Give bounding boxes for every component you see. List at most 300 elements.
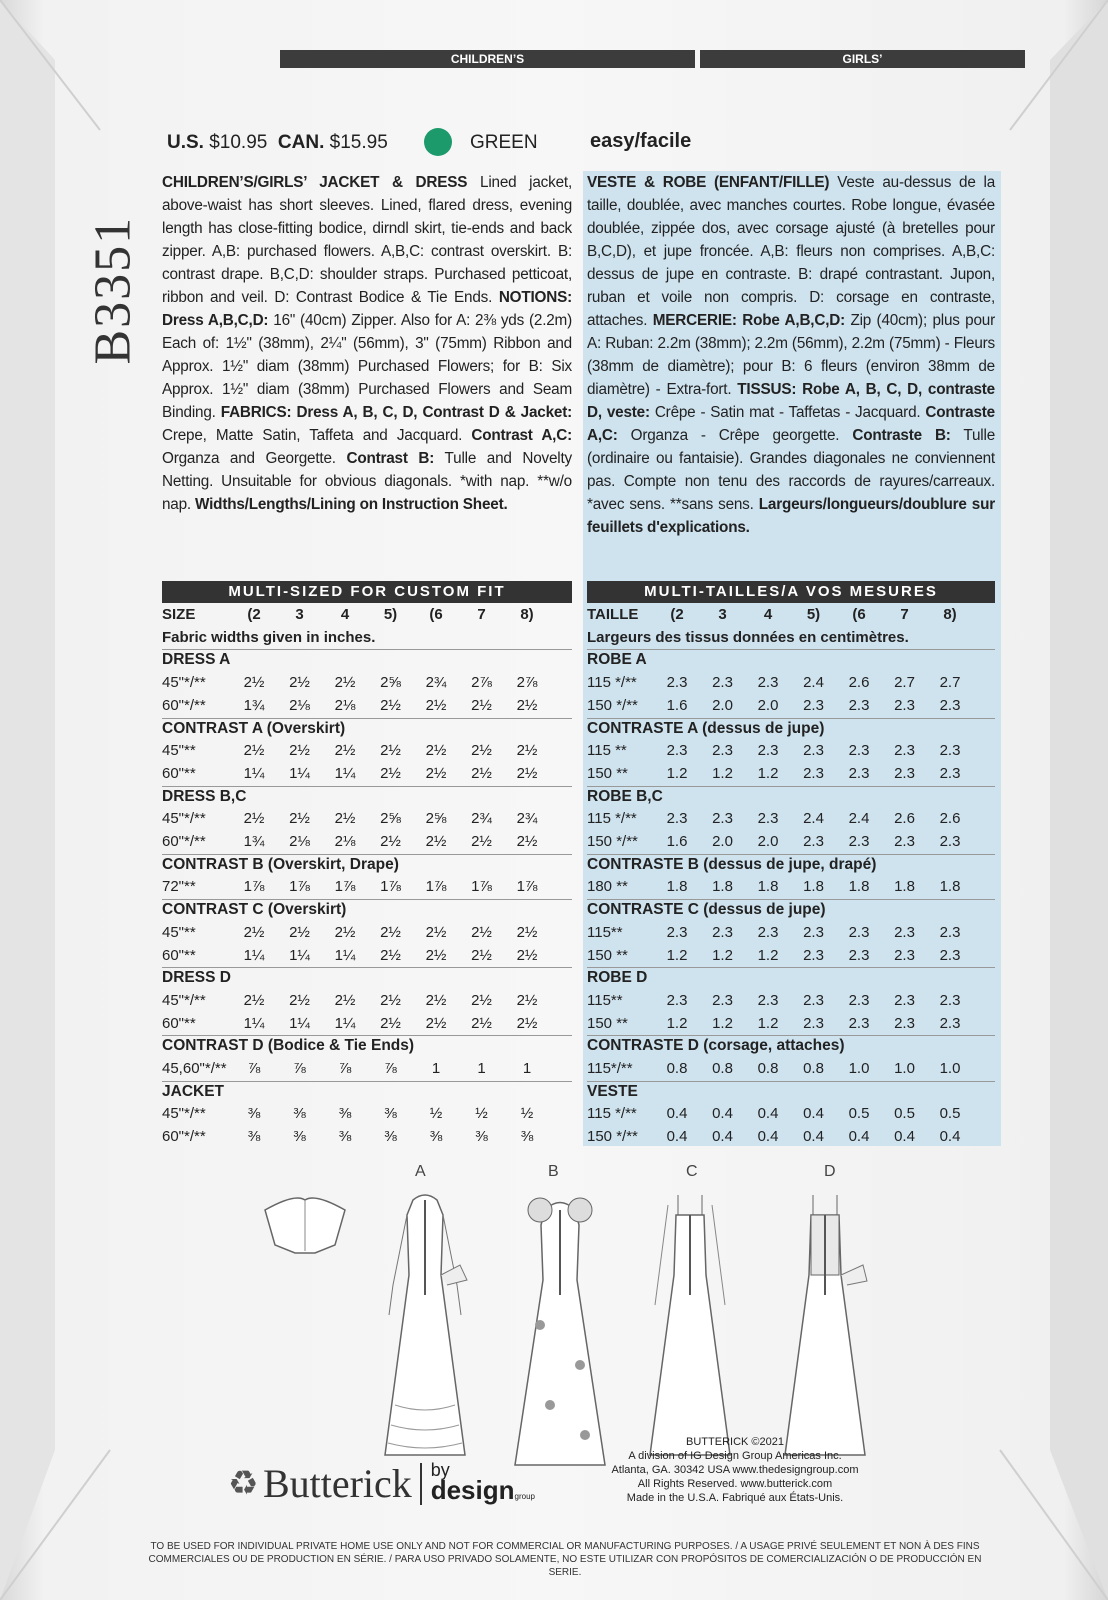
- table-cell: 1.2: [712, 946, 733, 964]
- row-label: 115**: [587, 923, 623, 941]
- row-label: 115**: [587, 991, 623, 1009]
- table-cell: 2.3: [666, 742, 688, 760]
- table-cell: ⅜: [293, 1105, 306, 1123]
- price-line: U.S. $10.95 CAN. $15.95: [167, 132, 388, 153]
- size-cell: 7: [900, 606, 909, 623]
- table-cell: 2½: [243, 991, 265, 1009]
- table-cell: ⅞: [293, 1060, 306, 1077]
- table-cell: 2½: [471, 764, 492, 782]
- table-cell: 2.4: [803, 810, 824, 828]
- table-cell: 1.8: [712, 878, 733, 896]
- table-cell: 1.2: [712, 764, 733, 782]
- table-cell: 2¾: [425, 674, 447, 692]
- table-header-french: MULTI-TAILLES/A VOS MESURES: [587, 581, 995, 603]
- butterick-logo: ♻ Butterick by designgroup: [228, 1460, 535, 1506]
- table-cell: 2.7: [894, 674, 915, 692]
- size-cell: 8): [520, 606, 534, 623]
- table-cell: 2.0: [712, 833, 733, 850]
- section-heading: CONTRAST A (Overskirt): [162, 719, 346, 737]
- row-label: 150 **: [587, 764, 628, 782]
- table-cell: 2.3: [803, 991, 824, 1009]
- table-cell: 1.2: [666, 764, 688, 782]
- table-cell: 1⅞: [334, 878, 356, 896]
- size-cell: 4: [340, 606, 350, 623]
- size-cell: 5): [806, 606, 821, 623]
- table-row: [587, 990, 995, 1012]
- table-cell: 2.3: [848, 764, 870, 782]
- table-cell: 2.3: [757, 923, 779, 941]
- row-label: 60"*/**: [162, 696, 206, 714]
- table-cell: 2½: [334, 991, 356, 1009]
- size-row: [162, 604, 572, 626]
- table-row: [587, 672, 995, 694]
- table-row: [162, 945, 572, 967]
- table-cell: 2½: [516, 696, 538, 714]
- table-cell: 1.2: [757, 1014, 779, 1032]
- table-cell: 2½: [425, 923, 447, 941]
- table-cell: 2½: [471, 946, 492, 964]
- table-cell: 2½: [334, 923, 356, 941]
- category-bar-girls: GIRLS’: [700, 50, 1025, 68]
- table-row: [162, 1013, 572, 1035]
- table-cell: 1¼: [334, 1014, 356, 1032]
- table-row: [162, 990, 572, 1012]
- table-cell: 2½: [425, 946, 447, 964]
- table-cell: 2.0: [757, 696, 779, 714]
- table-cell: 2.3: [894, 923, 915, 941]
- table-cell: 2⅝: [425, 810, 447, 828]
- table-cell: 2.3: [848, 923, 870, 941]
- table-row: [587, 945, 995, 967]
- table-cell: 2½: [380, 1014, 401, 1032]
- table-cell: 0.4: [894, 1128, 915, 1146]
- table-cell: 2⅞: [471, 674, 492, 692]
- table-cell: 2.3: [939, 946, 961, 964]
- row-label: 115 */**: [587, 810, 637, 828]
- row-label: 150 */**: [587, 833, 638, 850]
- table-cell: 2.3: [712, 810, 733, 828]
- row-label: 115*/**: [587, 1060, 633, 1077]
- section-rule: [587, 1081, 995, 1082]
- table-header-english: MULTI-SIZED FOR CUSTOM FIT: [162, 581, 572, 603]
- table-cell: ⅜: [475, 1128, 488, 1146]
- table-cell: 2½: [289, 810, 310, 828]
- table-cell: 2⅝: [380, 674, 401, 692]
- category-bar-childrens: CHILDREN’S: [280, 50, 695, 68]
- row-label: 115 */**: [587, 674, 637, 692]
- table-cell: 2.3: [712, 742, 733, 760]
- row-label: 60"**: [162, 946, 196, 964]
- table-cell: 1.6: [666, 696, 688, 714]
- row-label: 115 **: [587, 742, 627, 760]
- table-cell: 2.3: [894, 764, 915, 782]
- table-cell: 2.6: [894, 810, 915, 828]
- row-label: 60"**: [162, 764, 196, 782]
- table-cell: 2½: [425, 742, 447, 760]
- table-cell: 1: [431, 1060, 441, 1077]
- table-cell: 2½: [516, 742, 538, 760]
- table-cell: 2½: [471, 742, 492, 760]
- table-cell: ⅜: [384, 1105, 397, 1123]
- table-cell: 2½: [471, 991, 492, 1009]
- table-row: [162, 763, 572, 785]
- table-cell: 2.3: [803, 696, 824, 714]
- table-cell: 2.3: [803, 833, 824, 850]
- table-cell: 2.3: [666, 810, 688, 828]
- table-cell: ⅞: [247, 1060, 261, 1077]
- dress-d-sketch: [775, 1185, 875, 1465]
- row-label: 60"*/**: [162, 833, 206, 850]
- table-cell: 0.8: [757, 1060, 779, 1077]
- table-cell: 2.6: [939, 810, 961, 828]
- table-cell: 1¼: [243, 764, 265, 782]
- row-label: 150 **: [587, 946, 628, 964]
- table-cell: 2.3: [712, 674, 733, 692]
- table-cell: 1.0: [939, 1060, 961, 1077]
- table-row: [162, 808, 572, 830]
- table-cell: 2.3: [757, 810, 779, 828]
- table-cell: 2.0: [757, 833, 779, 850]
- table-cell: ⅜: [247, 1128, 261, 1146]
- pattern-number: B3351: [84, 215, 142, 365]
- table-cell: ½: [475, 1105, 488, 1123]
- row-label: 45"*/**: [162, 1105, 206, 1123]
- table-cell: ⅜: [247, 1105, 261, 1123]
- section-heading: ROBE D: [587, 969, 648, 987]
- table-cell: 1.8: [803, 878, 824, 896]
- table-cell: 1.8: [666, 878, 688, 896]
- table-cell: 2.3: [894, 991, 915, 1009]
- table-cell: 1.2: [757, 946, 779, 964]
- table-cell: 2½: [243, 674, 265, 692]
- table-cell: 2.3: [939, 991, 961, 1009]
- table-cell: ⅞: [384, 1060, 397, 1077]
- table-cell: 2½: [334, 674, 356, 692]
- view-label-c: C: [686, 1163, 698, 1180]
- table-cell: 2.3: [939, 833, 961, 850]
- difficulty-level: easy/facile: [590, 130, 692, 152]
- table-cell: 2.3: [666, 923, 688, 941]
- table-cell: 0.4: [712, 1128, 733, 1146]
- table-cell: 2.3: [803, 946, 824, 964]
- size-label: SIZE: [162, 606, 196, 623]
- section-heading: JACKET: [162, 1082, 225, 1100]
- table-row: [162, 672, 572, 694]
- table-cell: ⅜: [293, 1128, 306, 1146]
- table-cell: 2.3: [757, 991, 779, 1009]
- table-cell: 1¼: [289, 1014, 310, 1032]
- table-cell: 2½: [516, 923, 538, 941]
- table-cell: 1.0: [848, 1060, 870, 1077]
- table-cell: 0.5: [894, 1105, 915, 1123]
- legal-notice: TO BE USED FOR INDIVIDUAL PRIVATE HOME USE ONLY AND NOT FOR COMMERCIAL OR MANUFACTURING PURPOSES. / A USAGE PRIVÉ SEULEMENT ET NON À DES FINS COMMERCIALES OU DE PRODUCTION EN SÉRIE. / PARA USO PRIVADO SOLAMENTE, NO ESTE UTILIZAR CON PROPÓSITOS DE COMERCIALIZACIÓN O DE PRODUCCIÓN EN SERIE.: [148, 1541, 982, 1578]
- table-cell: 2.3: [939, 696, 961, 714]
- size-cell: (6: [852, 606, 866, 623]
- table-cell: 2½: [516, 991, 538, 1009]
- dress-b-sketch: [505, 1185, 615, 1475]
- table-cell: 2.3: [939, 923, 961, 941]
- table-cell: 2½: [471, 923, 492, 941]
- table-cell: 2.3: [848, 833, 870, 850]
- size-cell: (2: [670, 606, 684, 623]
- view-label-b: B: [548, 1163, 559, 1180]
- table-cell: 0.4: [666, 1128, 688, 1146]
- table-cell: 0.8: [666, 1060, 688, 1077]
- table-cell: 2½: [516, 833, 538, 850]
- dress-c-sketch: [640, 1185, 740, 1465]
- table-cell: 2½: [516, 1014, 538, 1032]
- size-row: [587, 604, 995, 626]
- row-label: 60"*/**: [162, 1128, 206, 1146]
- table-row: [162, 1126, 572, 1148]
- section-heading: DRESS A: [162, 651, 231, 669]
- table-cell: 2½: [289, 923, 310, 941]
- table-cell: 1.2: [757, 764, 779, 782]
- table-cell: 0.4: [803, 1128, 824, 1146]
- size-cell: 7: [477, 606, 486, 623]
- table-cell: 1: [477, 1060, 486, 1077]
- table-cell: 2½: [380, 696, 401, 714]
- table-cell: 2⅛: [289, 833, 310, 850]
- table-cell: 2½: [471, 833, 492, 850]
- table-cell: 0.4: [757, 1105, 779, 1123]
- table-cell: 0.8: [803, 1060, 824, 1077]
- table-cell: 1⅞: [380, 878, 401, 896]
- yardage-table-french: [587, 604, 995, 1149]
- row-label: 150 */**: [587, 1128, 638, 1146]
- table-cell: ⅜: [338, 1105, 352, 1123]
- table-cell: 2½: [516, 946, 538, 964]
- table-cell: 2½: [243, 923, 265, 941]
- table-cell: ⅜: [429, 1128, 443, 1146]
- table-row: [587, 1103, 995, 1125]
- table-cell: 2.3: [757, 742, 779, 760]
- section-heading: DRESS B,C: [162, 787, 247, 805]
- table-row: [587, 763, 995, 785]
- table-cell: 1⅞: [471, 878, 492, 896]
- table-cell: 2.3: [803, 1014, 824, 1032]
- view-label-a: A: [415, 1163, 426, 1180]
- table-cell: 2½: [380, 991, 401, 1009]
- table-row: [587, 808, 995, 830]
- section-heading: CONTRASTE C (dessus de jupe): [587, 901, 826, 919]
- table-cell: 1.8: [848, 878, 870, 896]
- table-cell: 0.4: [757, 1128, 779, 1146]
- table-cell: 1¼: [243, 1014, 265, 1032]
- row-label: 150 **: [587, 1014, 628, 1032]
- table-cell: ⅜: [338, 1128, 352, 1146]
- table-cell: 2.3: [712, 991, 733, 1009]
- description-english: CHILDREN’S/GIRLS’ JACKET & DRESS Lined jacket, above-waist has short sleeves. Lined, flared dress, evening length has close-fitting bodice, dirndl skirt, tie-ends and back zipper. A,B: purchased flowers. A,B,C: contrast overskirt. B: contrast drape. B,C,D: shoulder straps. Purchased petticoat, ribbon and veil. D: Contrast Bodice & Tie Ends. NOTIONS: Dress A,B,C,D: 16" (40cm) Zipper. Also for A: 2⅜ yds (2.2m) Each of: 1½" (38mm), 2¼" (56mm), 3" (75mm) Ribbon and Approx. 1½" diam (38mm) Purchased Flowers; for B: Six Approx. 1½" diam (38mm) Purchased Flowers and Seam Binding. FABRICS: Dress A, B, C, D, Contrast D & Jacket: Crepe, Matte Satin, Taffeta and Jacquard. Contrast A,C: Organza and Georgette. Contrast B: Tulle and Novelty Netting. Unsuitable for obvious diagonals. *with nap. **w/o nap. Widths/Lengths/Lining on Instruction Sheet.: [162, 174, 572, 513]
- row-label: 72"**: [162, 878, 196, 896]
- table-cell: 2.3: [894, 833, 915, 850]
- table-cell: 2½: [289, 742, 310, 760]
- table-row: [162, 922, 572, 944]
- table-cell: 2.4: [848, 810, 870, 828]
- table-cell: 0.4: [939, 1128, 961, 1146]
- table-cell: 0.4: [712, 1105, 733, 1123]
- table-cell: 2.3: [666, 674, 688, 692]
- table-cell: 2½: [380, 742, 401, 760]
- table-row: [162, 695, 572, 717]
- table-cell: 1: [522, 1060, 532, 1077]
- row-label: 150 */**: [587, 696, 638, 714]
- table-row: [162, 1103, 572, 1125]
- table-cell: 2¾: [516, 810, 538, 828]
- table-cell: 2.3: [894, 742, 915, 760]
- table-cell: 2½: [425, 991, 447, 1009]
- table-cell: 2.3: [803, 742, 824, 760]
- size-cell: 8): [943, 606, 957, 623]
- section-heading: CONTRAST B (Overskirt, Drape): [162, 855, 399, 873]
- row-label: 60"**: [162, 1014, 196, 1032]
- table-cell: 2½: [471, 696, 492, 714]
- table-cell: 0.8: [712, 1060, 733, 1077]
- table-cell: 1.2: [666, 946, 688, 964]
- table-cell: 1⅞: [425, 878, 447, 896]
- width-note-text: Largeurs des tissus données en centimètres.: [587, 628, 909, 646]
- row-label: 45"**: [162, 923, 196, 941]
- table-cell: 2½: [425, 1014, 447, 1032]
- table-cell: 0.5: [848, 1105, 870, 1123]
- row-label: 45"*/**: [162, 810, 206, 828]
- row-label: 45"*/**: [162, 674, 206, 692]
- table-cell: 2½: [471, 1014, 492, 1032]
- table-cell: 2.3: [894, 1014, 915, 1032]
- table-cell: 1.2: [666, 1014, 688, 1032]
- size-cell: (2: [247, 606, 261, 623]
- table-cell: 0.5: [939, 1105, 961, 1123]
- table-cell: 1.8: [757, 878, 779, 896]
- table-cell: 2½: [380, 923, 401, 941]
- table-cell: 1.8: [894, 878, 915, 896]
- section-heading: VESTE: [587, 1082, 638, 1100]
- table-cell: 2½: [516, 764, 538, 782]
- table-cell: 2⅛: [289, 696, 310, 714]
- table-cell: 2½: [380, 764, 401, 782]
- table-cell: 2.3: [848, 1014, 870, 1032]
- table-cell: 2½: [425, 764, 447, 782]
- table-cell: 2⅛: [334, 833, 356, 850]
- table-cell: 2.3: [848, 991, 870, 1009]
- table-cell: 2½: [243, 810, 265, 828]
- table-cell: 2.3: [939, 742, 961, 760]
- table-cell: 2.3: [757, 674, 779, 692]
- row-label: 180 **: [587, 878, 628, 896]
- section-heading: ROBE A: [587, 651, 647, 669]
- table-cell: 2.3: [939, 1014, 961, 1032]
- section-rule: [587, 649, 995, 650]
- table-cell: 2.3: [894, 946, 915, 964]
- table-row: [587, 1013, 995, 1035]
- table-cell: 2½: [380, 833, 401, 850]
- table-row: [162, 1058, 572, 1080]
- row-label: 45,60"*/**: [162, 1060, 227, 1077]
- table-cell: ½: [429, 1105, 443, 1123]
- section-heading: ROBE B,C: [587, 787, 663, 805]
- table-cell: 2½: [243, 742, 265, 760]
- table-row: [587, 695, 995, 717]
- table-cell: ½: [520, 1105, 534, 1123]
- table-cell: 2.3: [939, 764, 961, 782]
- table-cell: ⅜: [520, 1128, 534, 1146]
- section-heading: CONTRAST D (Bodice & Tie Ends): [162, 1037, 415, 1055]
- table-row: [587, 740, 995, 762]
- table-cell: 2.3: [712, 923, 733, 941]
- table-cell: 1.8: [939, 878, 961, 896]
- table-row: [162, 831, 572, 853]
- table-cell: 1¼: [243, 946, 265, 964]
- dress-a-sketch: [375, 1185, 475, 1465]
- table-cell: 1¼: [289, 946, 310, 964]
- size-cell: 3: [295, 606, 304, 623]
- table-cell: 2.3: [666, 991, 688, 1009]
- table-cell: 1⅞: [243, 878, 265, 896]
- table-cell: 2.3: [803, 923, 824, 941]
- size-cell: 4: [763, 606, 773, 623]
- table-row: [587, 831, 995, 853]
- table-cell: 2½: [289, 991, 310, 1009]
- table-cell: 2.3: [848, 696, 870, 714]
- row-label: 45"*/**: [162, 991, 206, 1009]
- table-cell: 2½: [289, 674, 310, 692]
- table-cell: 1⅞: [289, 878, 310, 896]
- table-row: [587, 922, 995, 944]
- table-cell: 2½: [334, 742, 356, 760]
- table-cell: 1.2: [712, 1014, 733, 1032]
- table-row: [587, 876, 995, 898]
- width-note-text: Fabric widths given in inches.: [162, 628, 376, 646]
- corporate-info: BUTTERICK ©2021 A division of IG Design Group Americas Inc. Atlanta, GA. 30342 USA www.thedesigngroup.com All Rights Reserved. www.butterick.com Made in the U.S.A. Fabriqué aux États-Unis.: [611, 1436, 859, 1504]
- section-heading: DRESS D: [162, 969, 231, 987]
- table-cell: 2½: [334, 810, 356, 828]
- table-cell: 1⅞: [516, 878, 538, 896]
- table-cell: 1¼: [334, 764, 356, 782]
- row-label: 115 */**: [587, 1105, 637, 1123]
- table-row: [162, 876, 572, 898]
- table-cell: 0.4: [848, 1128, 870, 1146]
- view-label-d: D: [824, 1163, 836, 1180]
- table-cell: 2¾: [471, 810, 492, 828]
- table-cell: 2.3: [894, 696, 915, 714]
- size-cell: 3: [718, 606, 727, 623]
- recycle-icon: ♻: [228, 1464, 259, 1503]
- table-cell: 0.4: [666, 1105, 688, 1123]
- table-cell: 1.6: [666, 833, 688, 850]
- color-name: GREEN: [470, 132, 538, 153]
- table-cell: 1¼: [334, 946, 356, 964]
- table-cell: 2.7: [939, 674, 961, 692]
- table-cell: 0.4: [803, 1105, 824, 1123]
- table-cell: ⅞: [338, 1060, 352, 1077]
- table-cell: 2⅞: [516, 674, 538, 692]
- table-cell: 2.4: [803, 674, 824, 692]
- table-cell: 2.3: [803, 764, 824, 782]
- table-cell: 2½: [425, 833, 447, 850]
- description-french: VESTE & ROBE (ENFANT/FILLE) Veste au-dessus de la taille, doublée, avec manches courtes. Robe longue, évasée doublée, zippée dos, avec corsage ajusté (à bretelles pour B,C,D), et jupe froncée. A,B: fleurs non comprises. A,B,C: dessus de jupe en contraste. B: drapé contrastant. Jupon, ruban et voile non compris. D: corsage en contraste, attaches. MERCERIE: Robe A,B,C,D: Zip (40cm); plus pour A: Ruban: 2.2m (38mm); 2.2m (56mm), 2.2m (75mm) - Fleurs (38mm de diamètre); pour B: 6 fleurs (environ 38mm de diamètre) - Extra-fort. TISSUS: Robe A, B, C, D, contraste D, veste: Crêpe - Satin mat - Taffetas - Jacquard. Contraste A,C: Organza - Crêpe georgette. Contraste B: Tulle (ordinaire ou fantaisie). Grandes diagonales ne conviennent pas. Compte non tenu des raccords de rayures/carreaux. *avec sens. **sans sens. Largeurs/longueurs/doublure sur feuillets d'explications.: [587, 174, 996, 536]
- table-cell: 2.6: [848, 674, 870, 692]
- section-heading: CONTRASTE A (dessus de jupe): [587, 719, 825, 737]
- table-cell: 2.0: [712, 696, 733, 714]
- table-cell: 1¼: [289, 764, 310, 782]
- table-cell: 2.3: [848, 742, 870, 760]
- difficulty-color-dot: [424, 128, 452, 156]
- table-cell: 1¾: [243, 696, 265, 714]
- yardage-table-english: [162, 604, 572, 1149]
- table-cell: 2.3: [848, 946, 870, 964]
- table-cell: 2½: [380, 946, 401, 964]
- table-row: [587, 1126, 995, 1148]
